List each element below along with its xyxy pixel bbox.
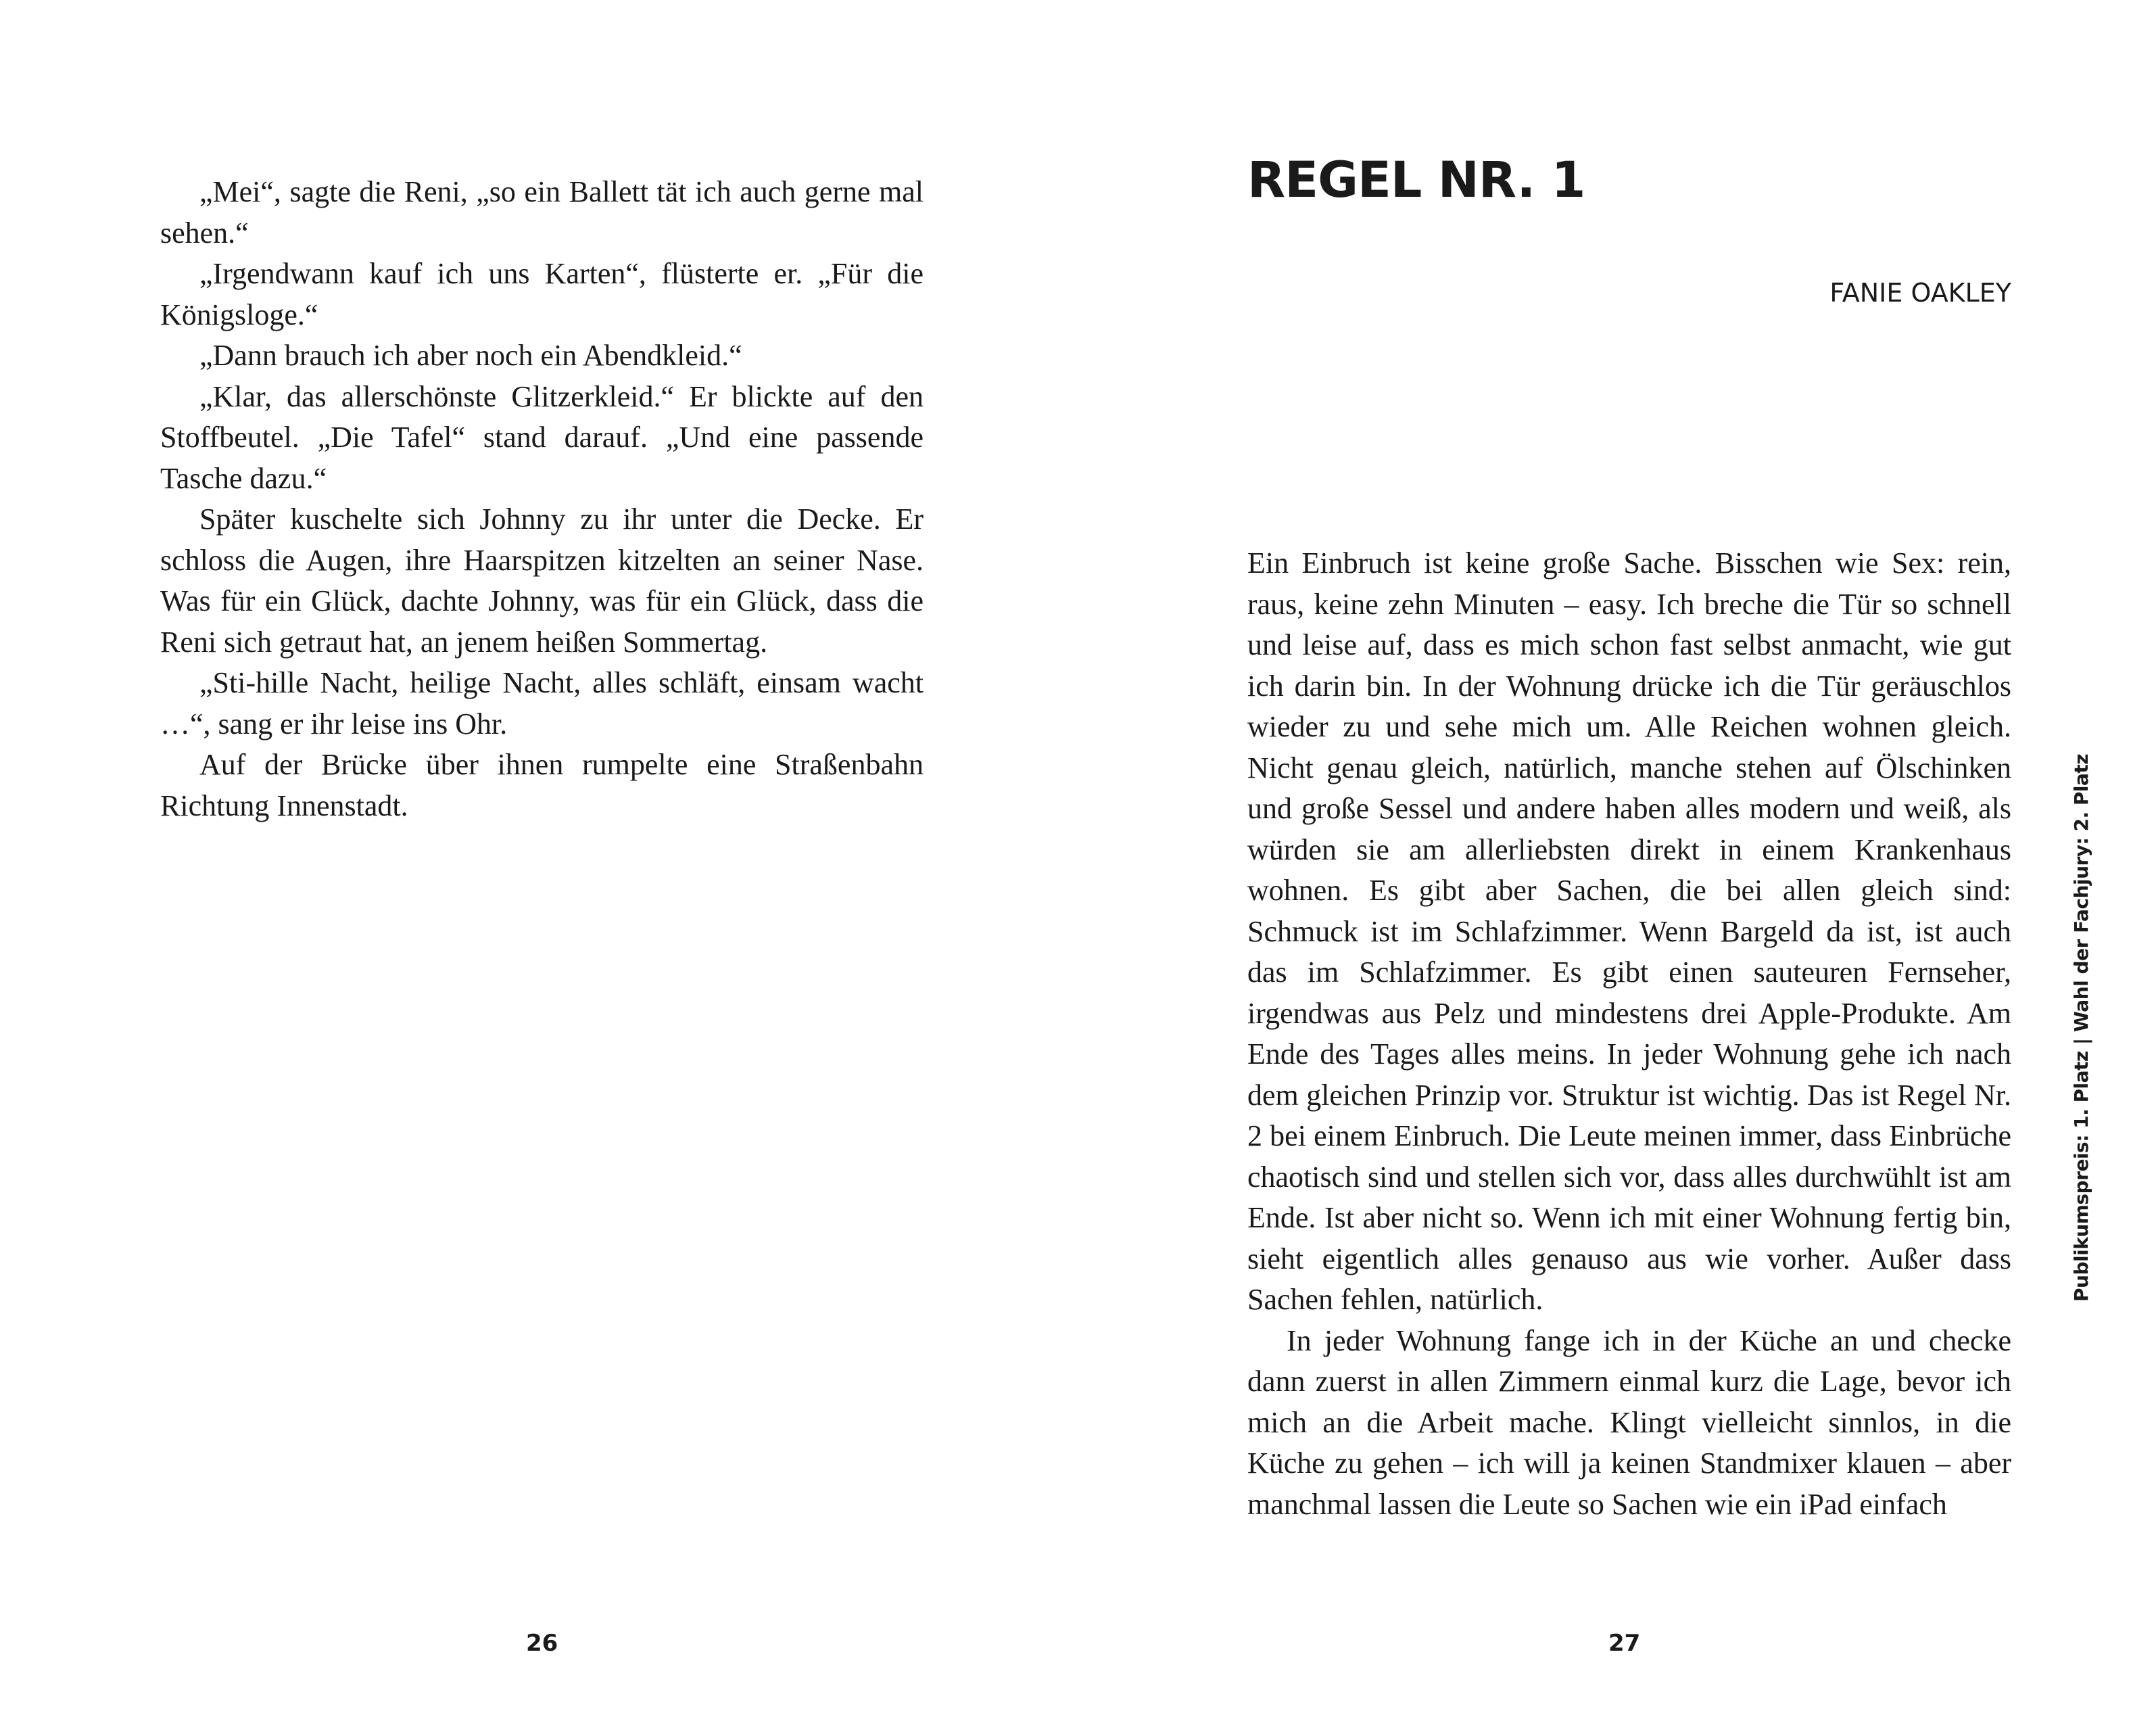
page-number-left: 26 [526,1630,558,1657]
paragraph: Auf der Brücke über ihnen rumpelte eine Straßenbahn Richtung Innenstadt. [160,748,924,822]
paragraph: „Dann brauch ich aber noch ein Abendkleid.“ [199,339,742,372]
left-page-text [160,172,924,826]
paragraph: „Klar, das allerschönste Glitzerkleid.“ Er blickte auf den Stoffbeutel. „Die Tafel“ stand darauf. „Und eine passende Tasche dazu.“ [160,379,924,495]
paragraph: „Sti-hille Nacht, heilige Nacht, alles schläft, einsam wacht …“, sang er ihr leise ins Ohr. [160,666,924,740]
paragraph: „Irgendwann kauf ich uns Karten“, flüsterte er. „Für die Königsloge.“ [160,257,924,331]
right-page-text [1247,543,2011,1525]
paragraph: Später kuschelte sich Johnny zu ihr unter die Decke. Er schloss die Augen, ihre Haarspitzen kitzelten an seiner Nase. Was für ein Glück, dachte Johnny, was für ein Glück, dass die Reni sich getraut hat, an jenem heißen Sommertag. [160,502,924,659]
paragraph: „Mei“, sagte die Reni, „so ein Ballett tät ich auch gerne mal sehen.“ [160,175,924,250]
author-name: FANIE OAKLEY [1829,278,2011,308]
chapter-title: REGEL NR. 1 [1247,151,1585,209]
right-page [1078,0,2156,1717]
page-number-right: 27 [1608,1630,1641,1657]
paragraph: Ein Einbruch ist keine große Sache. Bisschen wie Sex: rein, raus, keine zehn Minuten – easy. Ich breche die Tür so schnell und leise auf, dass es mich schon fast selbst anmacht, wie gut ich darin bin. In der Wohnung drücke ich die Tür geräuschlos wieder zu und sehe mich um. Alle Reichen wohnen gleich. Nicht genau gleich, natürlich, manche stehen auf Ölschinken und große Sessel und andere haben alles modern und weiß, als würden sie am allerliebsten direkt in einem Krankenhaus wohnen. Es gibt aber Sachen, die bei allen gleich sind: Schmuck ist im Schlafzimmer. Wenn Bargeld da ist, ist auch das im Schlafzimmer. Es gibt einen sauteuren Fernseher, irgendwas aus Pelz und mindestens drei Apple-Produkte. Am Ende des Tages alles meins. In jeder Wohnung gehe ich nach dem gleichen Prinzip vor. Struktur ist wichtig. Das ist Regel Nr. 2 bei einem Einbruch. Die Leute meinen immer, dass Einbrüche chaotisch sind und stellen sich vor, dass alles durchwühlt ist am Ende. Ist aber nicht so. Wenn ich mit einer Wohnung fertig bin, sieht eigentlich alles genauso aus wie vorher. Außer dass Sachen fehlen, natürlich. [1247,546,2011,1316]
paragraph: In jeder Wohnung fange ich in der Küche an und checke dann zuerst in allen Zimmern einmal kurz die Lage, bevor ich mich an die Arbeit mache. Klingt vielleicht sinnlos, in die Küche zu gehen – ich will ja keinen Standmixer klauen – aber manchmal lassen die Leute so Sachen wie ein iPad einfach [1247,1323,2011,1521]
award-side-note: Publikumspreis: 1. Platz | Wahl der Fachjury: 2. Platz [2070,753,2092,1302]
